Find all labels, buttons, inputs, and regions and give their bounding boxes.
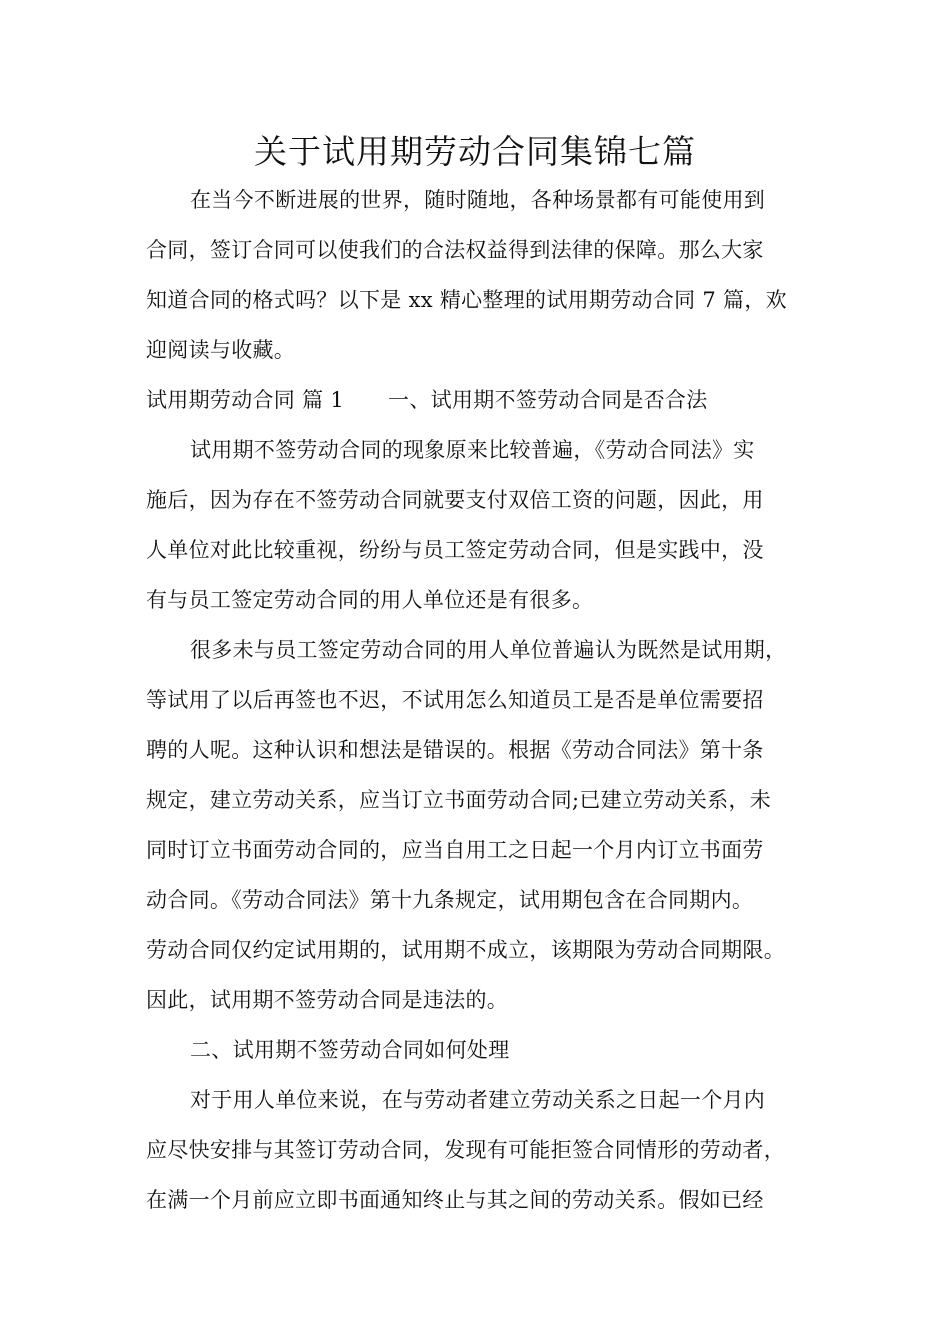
paragraph-line: 聘的人呢。这种认识和想法是错误的。根据《劳动合同法》第十条	[146, 738, 764, 762]
paragraph-line: 劳动合同仅约定试用期的，试用期不成立，该期限为劳动合同期限。	[146, 938, 785, 962]
section-heading-2: 二、试用期不签劳动合同如何处理	[190, 1038, 510, 1062]
paragraph-line: 试用期不签劳动合同的现象原来比较普遍，《劳动合同法》实	[190, 438, 755, 462]
intro-line: 在当今不断进展的世界，随时随地，各种场景都有可能使用到	[190, 188, 766, 212]
paragraph-line: 动合同。《劳动合同法》第十九条规定，试用期包含在合同期内。	[146, 888, 754, 912]
paragraph-line: 应尽快安排与其签订劳动合同，发现有可能拒签合同情形的劳动者，	[146, 1138, 785, 1162]
paragraph-line: 因此，试用期不签劳动合同是违法的。	[146, 988, 509, 1012]
paragraph-line: 对于用人单位来说，在与劳动者建立劳动关系之日起一个月内	[190, 1088, 766, 1112]
paragraph-line: 等试用了以后再签也不迟，不试用怎么知道员工是否是单位需要招	[146, 688, 764, 712]
paragraph-line: 同时订立书面劳动合同的，应当自用工之日起一个月内订立书面劳	[146, 838, 764, 862]
paragraph-line: 很多未与员工签定劳动合同的用人单位普遍认为既然是试用期，	[190, 638, 787, 662]
section-header-row	[146, 385, 708, 415]
paragraph-line: 在满一个月前应立即书面通知终止与其之间的劳动关系。假如已经	[146, 1188, 764, 1212]
paragraph-line: 施后，因为存在不签劳动合同就要支付双倍工资的问题，因此，用	[146, 488, 764, 512]
paragraph-line: 人单位对此比较重视，纷纷与员工签定劳动合同，但是实践中，没	[146, 538, 764, 562]
section-heading-1: 一、试用期不签劳动合同是否合法	[388, 388, 708, 412]
paragraph-line: 有与员工签定劳动合同的用人单位还是有很多。	[146, 588, 594, 612]
paragraph-line: 规定，建立劳动关系，应当订立书面劳动合同;已建立劳动关系，未	[146, 788, 772, 812]
section-label: 试用期劳动合同 篇 1	[146, 388, 345, 412]
intro-line: 合同，签订合同可以使我们的合法权益得到法律的保障。那么大家	[146, 238, 764, 262]
intro-line: 迎阅读与收藏。	[146, 338, 296, 362]
intro-line: 知道合同的格式吗？以下是 xx 精心整理的试用期劳动合同 7 篇，欢	[146, 288, 787, 312]
document-title: 关于试用期劳动合同集锦七篇	[254, 132, 696, 171]
